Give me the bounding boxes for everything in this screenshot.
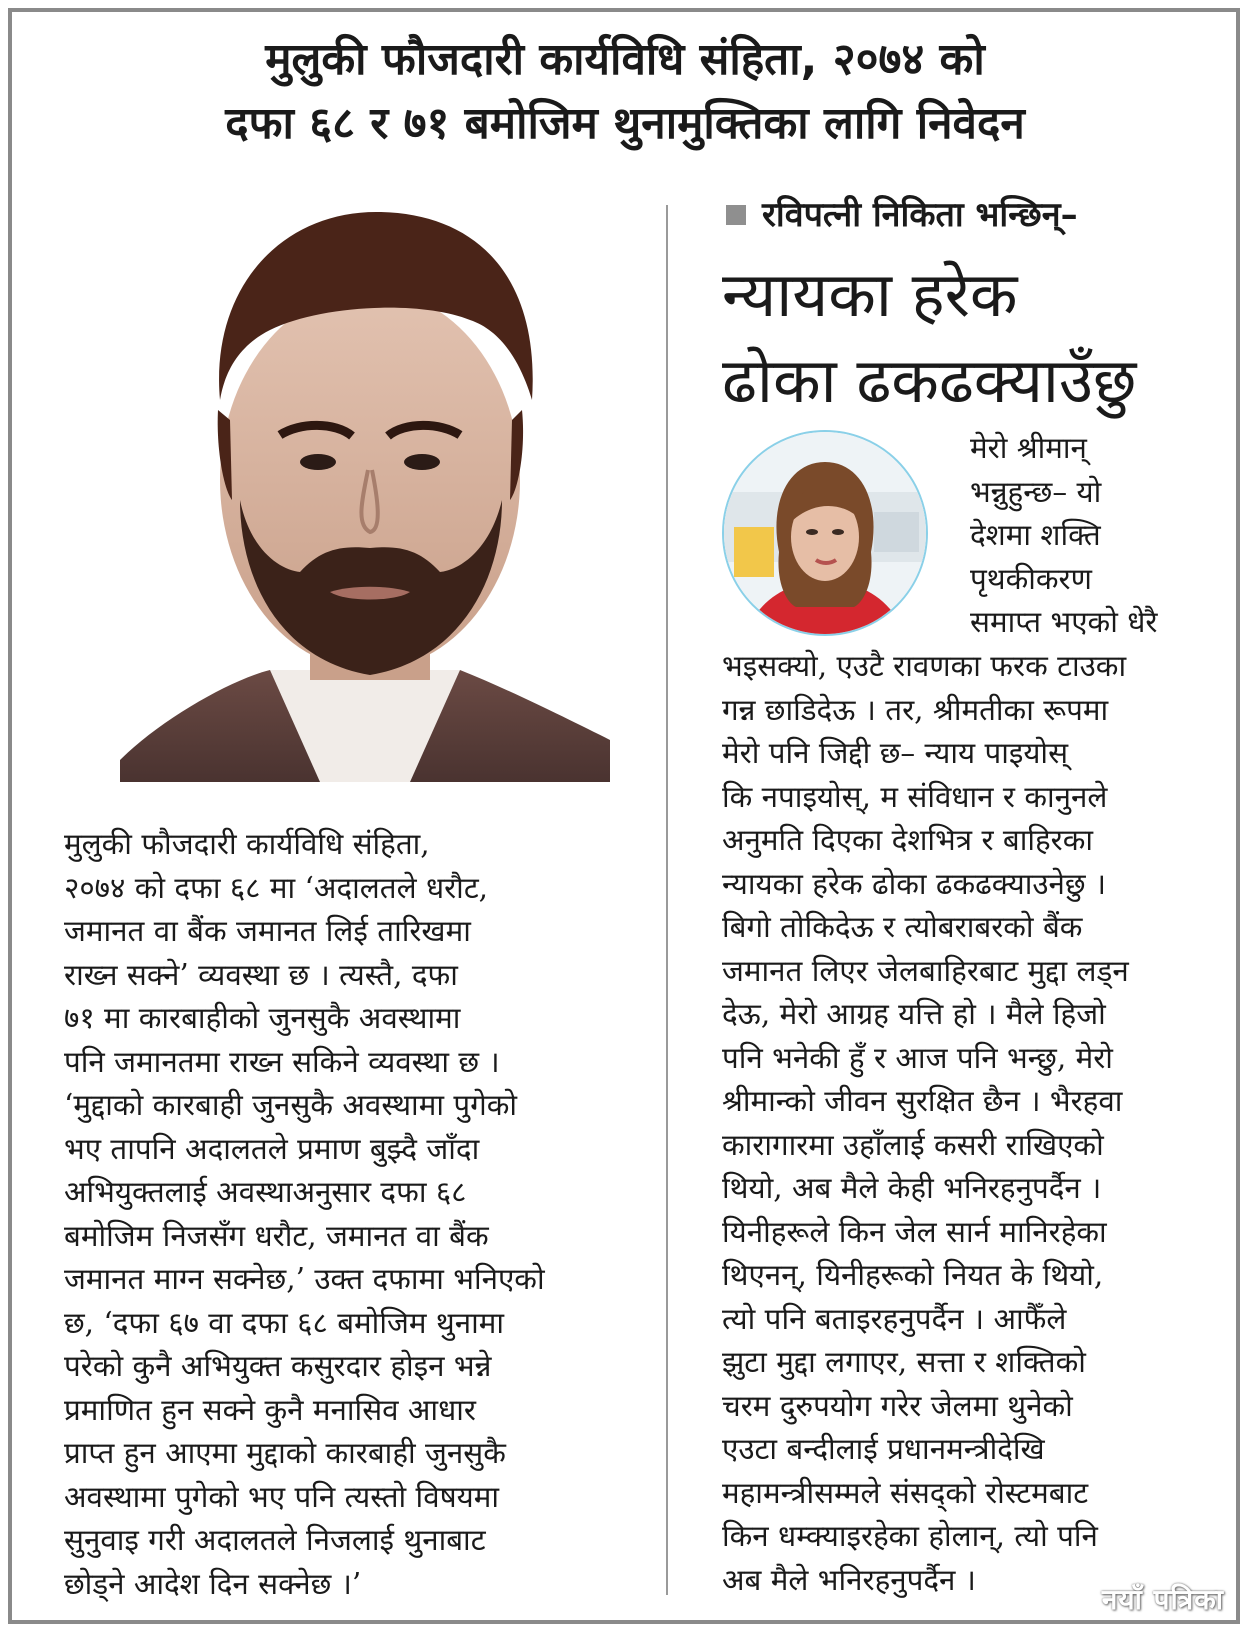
right-line: कि नपाइयोस्, म संविधान र कानुनले [722, 779, 1108, 814]
right-line: जमानत लिएर जेलबाहिरबाट मुद्दा लड्न [722, 953, 1129, 988]
right-wrap-line: समाप्त भएको धेरै [970, 605, 1158, 639]
left-line: राख्न सक्ने’ व्यवस्था छ । त्यस्तै, दफा [64, 957, 458, 992]
left-line: ‘मुद्दाको कारबाही जुनसुकै अवस्थामा पुगेको [64, 1088, 518, 1122]
right-line: चरम दुरुपयोग गरेर जेलमा थुनेको [722, 1388, 1073, 1423]
right-line: महामन्त्रीसम्मले संसद्को रोस्टमबाट [722, 1475, 1089, 1510]
right-column-wrap-text [970, 427, 1157, 645]
right-column-text [722, 645, 1129, 1602]
left-line: छ, ‘दफा ६७ वा दफा ६८ बमोजिम थुनामा [64, 1305, 505, 1340]
right-line: अनुमति दिएका देशभित्र र बाहिरका [722, 823, 1094, 857]
right-line: किन धम्क्याइरहेका होलान्, त्यो पनि [722, 1519, 1098, 1553]
right-line: त्यो पनि बताइरहनुपर्दैन । आफैँले [722, 1301, 1067, 1336]
woman-photo [724, 432, 926, 634]
right-wrap-line: भन्नुहुन्छ– यो [970, 474, 1102, 509]
headline-line-2: दफा ६८ र ७१ बमोजिम थुनामुक्तिका लागि निवेदन [225, 98, 1025, 149]
headline [40, 28, 1210, 156]
right-line: गन्न छाडिदेऊ । तर, श्रीमतीका रूपमा [722, 692, 1109, 727]
left-line: जमानत वा बैंक जमानत लिई तारिखमा [64, 914, 471, 948]
right-line: थियो, अब मैले केही भनिरहनुपर्दैन । [722, 1171, 1102, 1205]
left-line: ७१ मा कारबाहीको जुनसुकै अवस्थामा [64, 1001, 461, 1035]
article-title-line-1: न्यायका हरेक [722, 258, 1018, 331]
right-line: कारागारमा उहाँलाई कसरी राखिएको [722, 1127, 1104, 1162]
right-line: थिएनन्, यिनीहरूको नियत के थियो, [722, 1258, 1104, 1292]
left-line: २०७४ को दफा ६८ मा ‘अदालतले धरौट, [64, 870, 489, 905]
kicker [726, 193, 1078, 237]
source-credit: नयाँ पत्रिका [1101, 1583, 1224, 1616]
left-line: प्राप्त हुन आएमा मुद्दाको कारबाही जुनसुकै [64, 1436, 506, 1470]
left-line: छोड्ने आदेश दिन सक्नेछ ।’ [64, 1566, 362, 1601]
right-line: अब मैले भनिरहनुपर्दैन । [722, 1562, 976, 1597]
right-line: झुटा मुद्दा लगाएर, सत्ता र शक्तिको [722, 1345, 1086, 1379]
right-wrap-line: देशमा शक्ति [970, 518, 1101, 552]
headline-line-1: मुलुकी फौजदारी कार्यविधि संहिता, २०७४ को [265, 34, 985, 85]
right-wrap-line: मेरो श्रीमान् [970, 431, 1087, 465]
right-line: भइसक्यो, एउटै रावणका फरक टाउका [722, 649, 1127, 683]
right-line: पनि भनेकी हुँ र आज पनि भन्छु, मेरो [722, 1040, 1113, 1075]
left-line: सुनुवाइ गरी अदालतले निजलाई थुनाबाट [64, 1523, 486, 1557]
right-line: न्यायका हरेक ढोका ढकढक्याउनेछु । [722, 866, 1107, 901]
right-line: यिनीहरूले किन जेल सार्न मानिरहेका [722, 1214, 1107, 1249]
kicker-text: रविपत्नी निकिता भन्छिन्– [762, 195, 1078, 235]
right-line: देऊ, मेरो आग्रह यत्ति हो । मैले हिजो [722, 997, 1106, 1031]
left-line: पनि जमानतमा राख्न सकिने व्यवस्था छ । [64, 1044, 500, 1079]
right-line: श्रीमान्को जीवन सुरक्षित छैन । भैरहवा [722, 1084, 1123, 1118]
woman-portrait [722, 430, 928, 636]
left-line: अभियुक्तलाई अवस्थाअनुसार दफा ६८ [64, 1175, 467, 1209]
left-line: भए तापनि अदालतले प्रमाण बुझ्दै जाँदा [64, 1131, 480, 1166]
left-line: अवस्थामा पुगेको भए पनि त्यस्तो विषयमा [64, 1479, 500, 1514]
left-line: जमानत माग्न सक्नेछ,’ उक्त दफामा भनिएको [64, 1262, 545, 1296]
right-wrap-line: पृथकीकरण [970, 561, 1092, 596]
right-line: एउटा बन्दीलाई प्रधानमन्त्रीदेखि [722, 1432, 1045, 1466]
left-line: प्रमाणित हुन सक्ने कुनै मनासिव आधार [64, 1392, 476, 1427]
right-line: बिगो तोकिदेऊ र त्योबराबरको बैंक [722, 910, 1083, 944]
right-line: मेरो पनि जिद्दी छ– न्याय पाइयोस् [722, 736, 1069, 770]
article-title-line-2: ढोका ढकढक्याउँछु [722, 344, 1137, 417]
left-column-text [64, 823, 545, 1606]
left-line: मुलुकी फौजदारी कार्यविधि संहिता, [64, 827, 430, 861]
left-line: बमोजिम निजसँग धरौट, जमानत वा बैंक [64, 1218, 489, 1253]
kicker-square-icon [726, 205, 746, 225]
article-title [722, 252, 1136, 424]
column-divider [666, 205, 668, 1595]
man-photo [120, 200, 610, 782]
left-line: परेको कुनै अभियुक्त कसुरदार होइन भन्ने [64, 1349, 492, 1383]
